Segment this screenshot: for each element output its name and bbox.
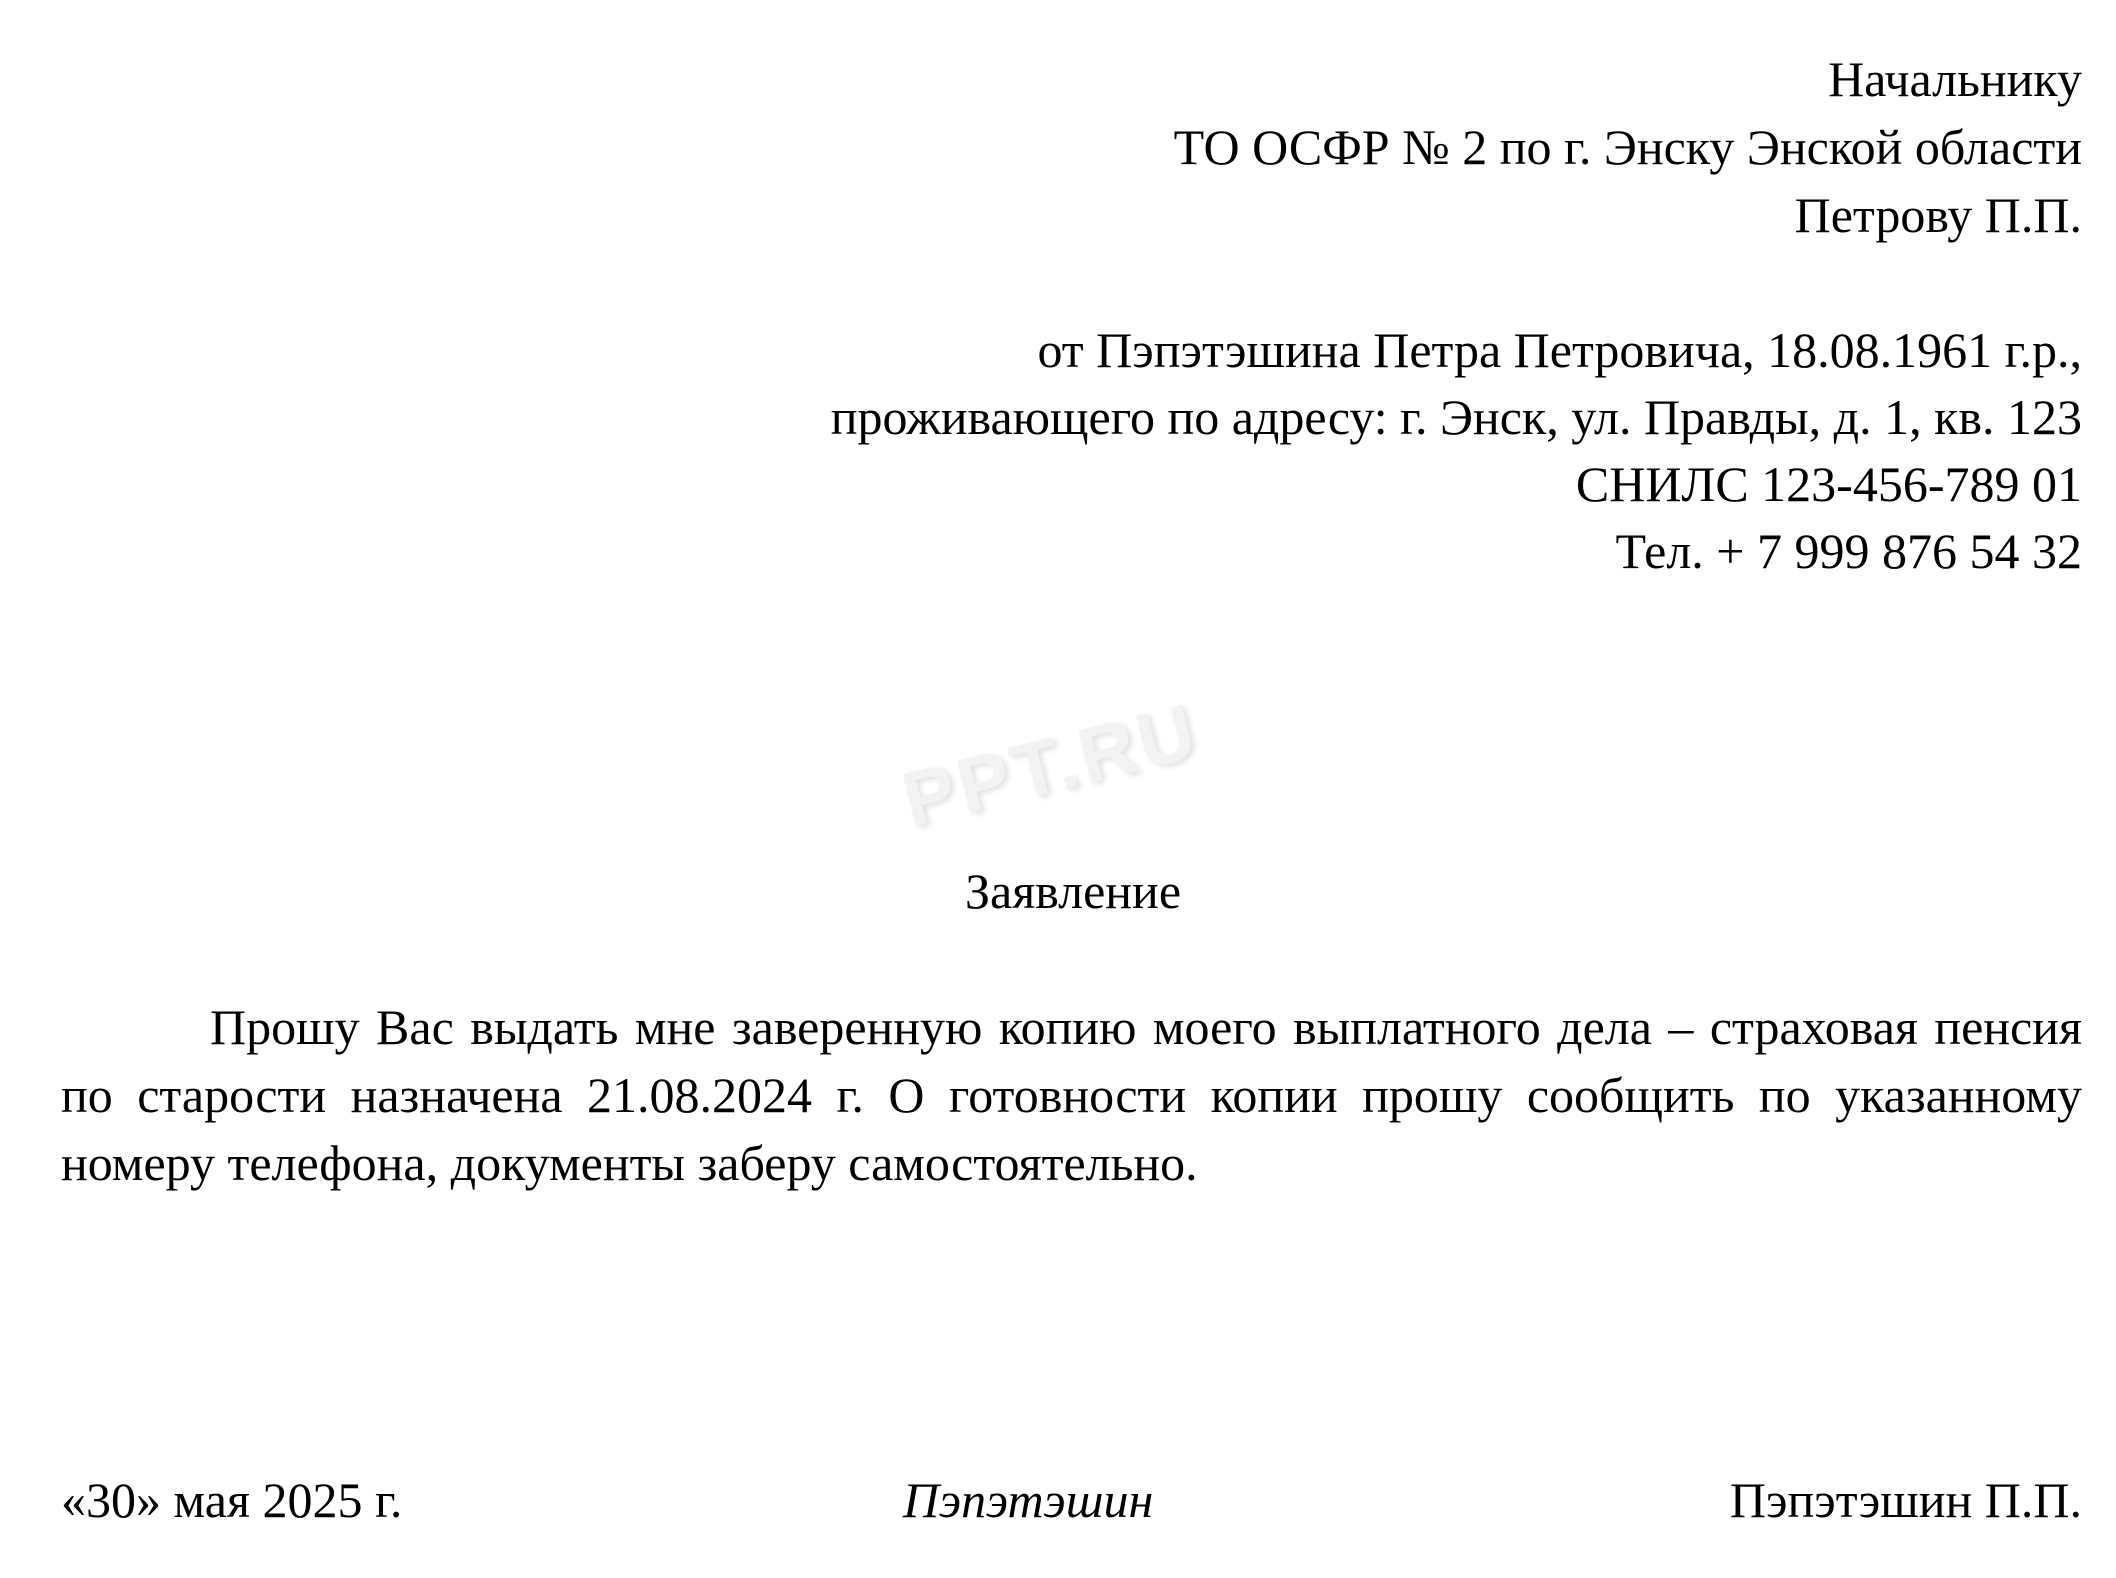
handwritten-signature: Пэпэтэшин bbox=[903, 1472, 1154, 1528]
sender-line: Тел. + 7 999 876 54 32 bbox=[1615, 523, 2082, 579]
sender-line: СНИЛС 123-456-789 01 bbox=[1575, 456, 2082, 512]
sender-line: проживающего по адресу: г. Энск, ул. Правды, д. 1, кв. 123 bbox=[830, 389, 2082, 445]
addressee-line: Петрову П.П. bbox=[1794, 187, 2082, 243]
addressee-block bbox=[1174, 45, 2082, 249]
sender-block bbox=[831, 317, 2082, 585]
addressee-line: Начальнику bbox=[1828, 51, 2082, 107]
addressee-line: ТО ОСФР № 2 по г. Энску Энской области bbox=[1173, 119, 2082, 175]
sender-line: от Пэпэтэшина Петра Петровича, 18.08.1961 г.р., bbox=[1037, 322, 2082, 378]
watermark: PPT.RU bbox=[893, 685, 1208, 845]
signature-name: Пэпэтэшин П.П. bbox=[1729, 1472, 2082, 1528]
document-body: Прошу Вас выдать мне заверенную копию моего выплатного дела – страховая пенсия по старости назначена 21.08.2024 г. О готовности копии прошу сообщить по указанному номеру телефона, документы заберу самостоятельно. bbox=[61, 999, 2082, 1191]
signature-row bbox=[61, 1466, 2082, 1534]
signature-date: «30» мая 2025 г. bbox=[61, 1472, 403, 1528]
document-title: Заявление bbox=[964, 863, 1182, 919]
